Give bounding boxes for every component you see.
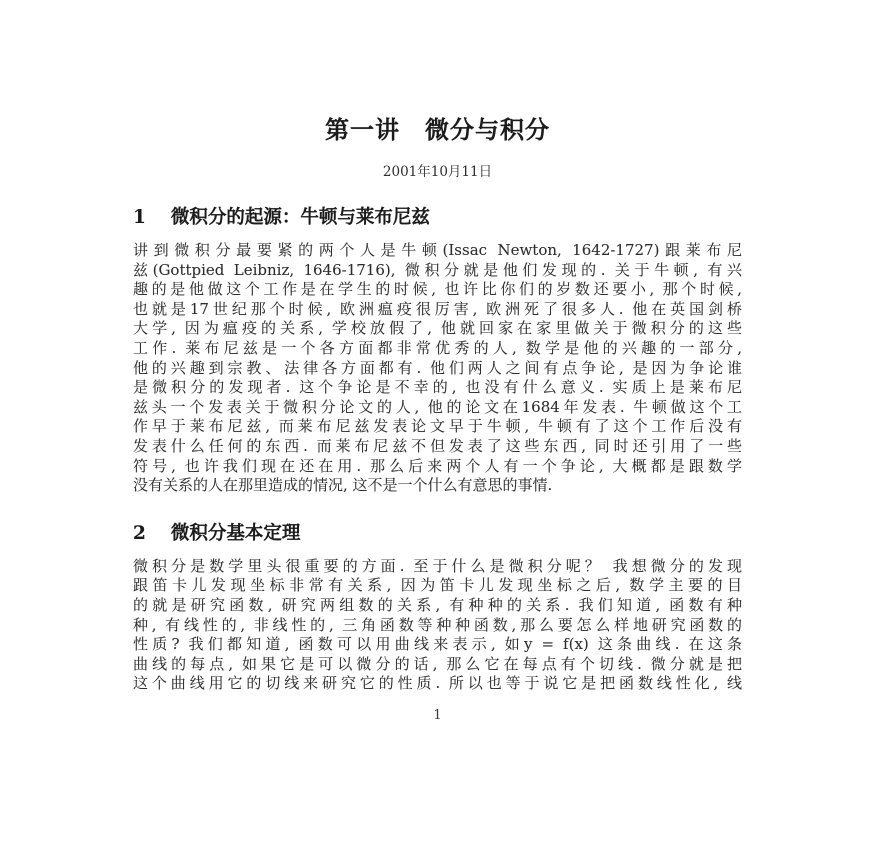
text-line: 工作. 莱布尼兹是一个各方面都非常优秀的人, 数学是他的兴趣的一部分,	[133, 338, 742, 357]
text-line: 符号, 也许我们现在还在用. 那么后来两个人有一个争论, 大概都是跟数学	[133, 456, 742, 475]
text-line: 种, 有线性的, 非线性的, 三角函数等种种函数,那么要怎么样地研究函数的	[133, 615, 742, 634]
text-line: 作早于莱布尼兹, 而莱布尼兹发表论文早于牛顿, 牛顿有了这个工作后没有	[133, 417, 742, 436]
text-line: 曲线的每点, 如果它是可以微分的话, 那么它在每点有个切线. 微分就是把	[133, 654, 742, 673]
text-line: 跟笛卡儿发现坐标非常有关系, 因为笛卡儿发现坐标之后, 数学主要的目	[133, 576, 742, 595]
section-1-number: 1	[133, 207, 146, 228]
text-line: 的就是研究函数, 研究两组数的关系, 有种种的关系. 我们知道, 函数有种	[133, 595, 742, 614]
text-line: 这个曲线用它的切线来研究它的性质. 所以也等于说它是把函数线性化, 线	[133, 674, 742, 693]
text-line: 大学, 因为瘟疫的关系, 学校放假了, 他就回家在家里做关于微积分的这些	[133, 319, 742, 338]
section-2-paragraph	[133, 557, 742, 694]
document-page	[133, 0, 742, 723]
section-2-title: 微积分基本定理	[170, 522, 301, 544]
section-origin-of-calculus	[133, 203, 742, 496]
page-number: 1	[433, 707, 442, 723]
text-line: 兹(Gottpied Leibniz, 1646-1716), 微积分就是他们发现的. 关于牛顿, 有兴	[133, 260, 742, 279]
section-1-title: 微积分的起源：牛顿与莱布尼兹	[170, 207, 430, 228]
text-line: 他的兴趣到宗教、法律各方面都有. 他们两人之间有点争论, 是因为争论谁	[133, 358, 742, 377]
text-line: 趣的是他做这个工作是在学生的时候, 也许比你们的岁数还要小, 那个时候,	[133, 280, 742, 299]
text-line: 兹头一个发表关于微积分论文的人, 他的论文在1684年发表. 牛顿做这个工	[133, 397, 742, 416]
section-2-heading	[133, 519, 742, 545]
document-title: 第一讲 微分与积分	[325, 115, 550, 144]
section-2-number: 2	[133, 522, 146, 544]
text-line: 微积分是数学里头很重要的方面. 至于什么是微积分呢？ 我想微分的发现	[133, 556, 742, 575]
section-1-paragraph	[133, 241, 742, 496]
text-line: 性质? 我们都知道, 函数可以用曲线来表示, 如y = f(x) 这条曲线. 在这条	[133, 635, 742, 654]
section-fundamental-theorem	[133, 519, 742, 694]
text-line: 发表什么任何的东西. 而莱布尼兹不但发表了这些东西, 同时还引用了一些	[133, 436, 742, 455]
document-date: 2001年10月11日	[382, 164, 493, 180]
section-1-heading	[133, 203, 742, 229]
text-line: 没有关系的人在那里造成的情况, 这不是一个什么有意思的事情.	[133, 476, 553, 495]
text-line: 讲到微积分最要紧的两个人是牛顿(Issac Newton, 1642-1727)跟莱布尼	[133, 241, 742, 259]
text-line: 是微积分的发现者. 这个争论是不幸的, 也没有什么意义. 实质上是莱布尼	[133, 378, 742, 397]
text-line: 也就是17世纪那个时候, 欧洲瘟疫很厉害, 欧洲死了很多人. 他在英国剑桥	[133, 299, 742, 318]
